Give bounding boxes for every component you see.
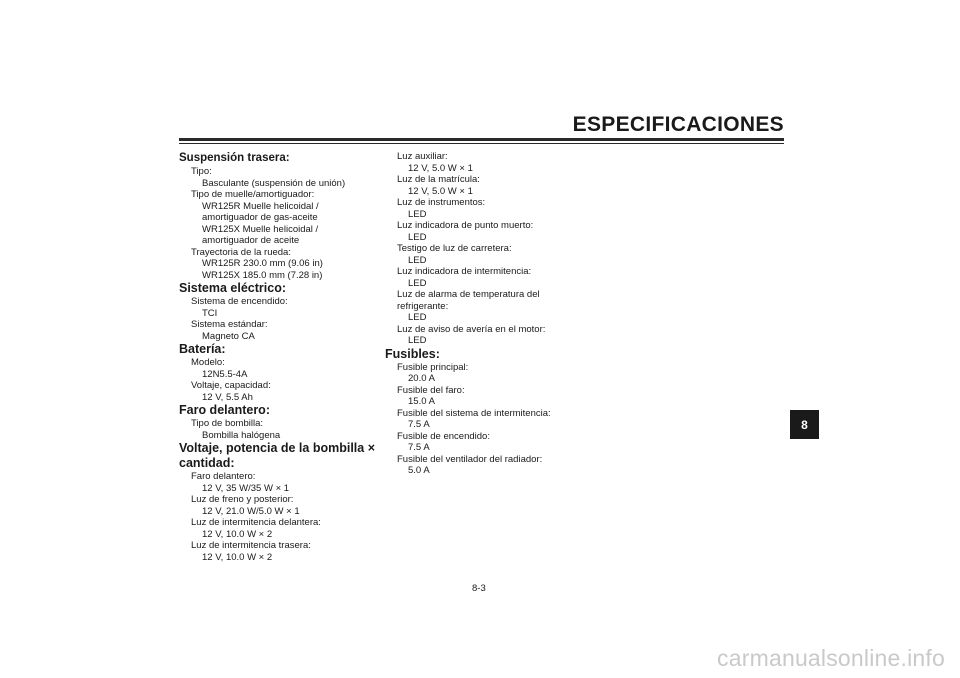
spec-value: 7.5 A: [408, 442, 430, 453]
spec-label: Voltaje, capacidad:: [191, 380, 271, 391]
spec-value: WR125X 185.0 mm (7.28 in): [202, 269, 323, 281]
spec-value: Magneto CA: [202, 330, 255, 342]
section-heading-fuses: Fusibles:: [385, 346, 440, 361]
spec-label: Tipo:: [191, 166, 212, 177]
spec-label: Testigo de luz de carretera:: [397, 243, 512, 254]
section-heading-bulb-voltage: Voltaje, potencia de la bombilla ×: [179, 441, 375, 455]
spec-value: 12 V, 21.0 W/5.0 W × 1: [202, 505, 300, 517]
spec-label: Luz de instrumentos:: [397, 197, 486, 208]
left-column: [179, 151, 379, 563]
header-rule-thin: [179, 143, 784, 144]
spec-value: 15.0 A: [408, 396, 435, 407]
spec-label: Tipo de bombilla:: [191, 418, 263, 429]
spec-value: LED: [408, 277, 427, 289]
section-heading-bulb-voltage-cont: cantidad:: [179, 456, 235, 470]
right-column: [385, 151, 585, 477]
spec-label: Luz de freno y posterior:: [191, 494, 294, 505]
spec-value: 5.0 A: [408, 465, 430, 476]
spec-value: WR125R 230.0 mm (9.06 in): [202, 258, 323, 269]
spec-value: Basculante (suspensión de unión): [202, 177, 346, 189]
spec-value: 12 V, 10.0 W × 2: [202, 528, 273, 540]
spec-label: Fusible del sistema de intermitencia:: [397, 407, 551, 419]
spec-value: LED: [408, 208, 427, 220]
watermark: carmanualsonline.info: [717, 645, 945, 671]
spec-label: Fusible del faro:: [397, 384, 465, 396]
spec-label: Luz de intermitencia trasera:: [191, 540, 311, 551]
spec-value: WR125X Muelle helicoidal / amortiguador de aceite: [202, 223, 319, 246]
spec-label: Luz indicadora de punto muerto:: [397, 220, 534, 231]
spec-value: 12 V, 35 W/35 W × 1: [202, 482, 290, 494]
spec-label: Luz auxiliar:: [397, 151, 448, 162]
spec-value: 12 V, 5.5 Ah: [202, 391, 253, 403]
spec-label: Fusible del ventilador del radiador:: [397, 453, 543, 465]
spec-value: WR125R Muelle helicoidal / amortiguador de gas-aceite: [202, 200, 319, 223]
spec-value: 12N5.5-4A: [202, 368, 248, 380]
spec-label: Luz de intermitencia delantera:: [191, 517, 321, 528]
spec-label: Fusible principal:: [397, 361, 469, 373]
spec-value: LED: [408, 335, 427, 346]
spec-value: LED: [408, 254, 427, 266]
spec-label: Sistema de encendido:: [191, 296, 288, 307]
spec-label: Modelo:: [191, 357, 225, 368]
spec-value: 12 V, 5.0 W × 1: [408, 185, 473, 197]
section-heading-electrical: Sistema eléctrico:: [179, 281, 286, 295]
section-heading-headlight: Faro delantero:: [179, 403, 270, 417]
spec-value: 12 V, 5.0 W × 1: [408, 162, 473, 174]
spec-value: LED: [408, 312, 427, 323]
spec-label: Luz de aviso de avería en el motor:: [397, 323, 546, 335]
chapter-tab: 8: [790, 410, 819, 439]
spec-value: 7.5 A: [408, 419, 430, 430]
header-rule-thick: [179, 138, 784, 141]
spec-value: Bombilla halógena: [202, 429, 281, 441]
spec-label: Luz indicadora de intermitencia:: [397, 266, 532, 277]
spec-label: Faro delantero:: [191, 471, 256, 482]
spec-label: Luz de alarma de temperatura del refrigerante:: [397, 289, 540, 312]
page-number: 8-3: [472, 583, 486, 594]
spec-label: Trayectoria de la rueda:: [191, 246, 291, 258]
spec-label: Luz de la matrícula:: [397, 174, 480, 185]
spec-value: TCI: [202, 307, 218, 319]
spec-value: 12 V, 10.0 W × 2: [202, 551, 273, 563]
page-title: ESPECIFICACIONES: [572, 113, 784, 136]
section-heading-battery: Batería:: [179, 342, 226, 356]
spec-label: Fusible de encendido:: [397, 430, 490, 442]
spec-value: 20.0 A: [408, 373, 435, 384]
spec-label: Tipo de muelle/amortiguador:: [191, 189, 315, 200]
spec-value: LED: [408, 231, 427, 243]
spec-label: Sistema estándar:: [191, 319, 268, 330]
section-heading-suspension: Suspensión trasera:: [179, 152, 290, 164]
